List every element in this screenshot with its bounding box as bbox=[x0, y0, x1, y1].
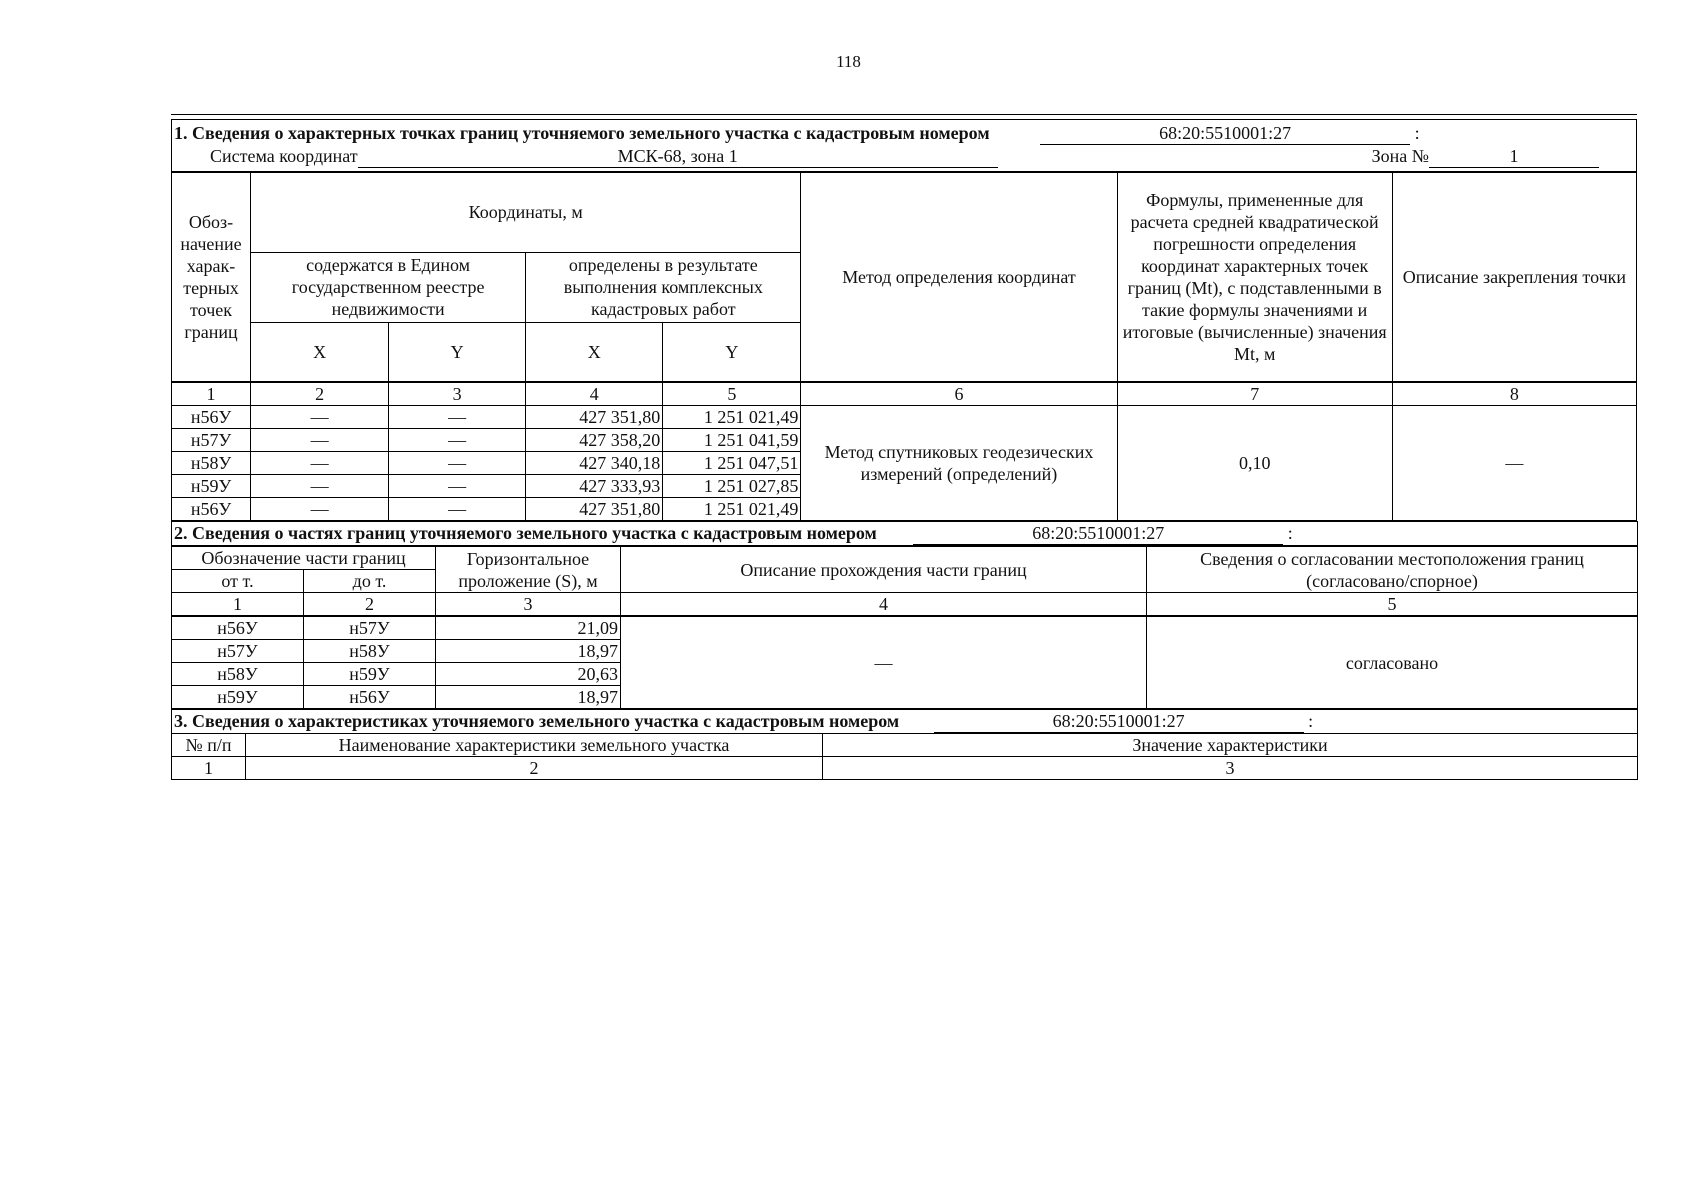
page-number: 118 bbox=[836, 52, 861, 71]
col-number: 3 bbox=[389, 382, 526, 406]
part-from: н57У bbox=[172, 640, 304, 663]
hdr-description: Описание прохождения части границ bbox=[621, 546, 1147, 593]
hdr-y-registry: Y bbox=[389, 322, 526, 382]
section2-title: 2. Сведения о частях границ уточняемого земельного участка с кадастровым номером bbox=[174, 523, 877, 543]
part-length: 21,09 bbox=[436, 616, 621, 640]
col-number: 4 bbox=[526, 382, 663, 406]
col-number: 5 bbox=[1147, 593, 1638, 617]
part-row bbox=[172, 616, 1638, 640]
hdr-coordinates: Координаты, м bbox=[251, 172, 801, 252]
part-length: 18,97 bbox=[436, 686, 621, 709]
point-x: 427 333,93 bbox=[526, 475, 663, 498]
section3-colon: : bbox=[1308, 711, 1314, 731]
part-to: н58У bbox=[304, 640, 436, 663]
hdr-y-works: Y bbox=[663, 322, 801, 382]
point-designation: н56У bbox=[172, 498, 251, 521]
col-number: 1 bbox=[172, 382, 251, 406]
section1-header bbox=[172, 120, 1637, 146]
point-designation: н57У bbox=[172, 429, 251, 452]
section3-table bbox=[171, 709, 1638, 780]
point-y: 1 251 021,49 bbox=[663, 406, 801, 429]
zone-value: 1 bbox=[1429, 145, 1599, 168]
agreement-value: согласовано bbox=[1147, 616, 1638, 709]
section1-cadastral-number: 68:20:5510001:27 bbox=[1040, 122, 1410, 145]
description-value: — bbox=[621, 616, 1147, 709]
part-length: 18,97 bbox=[436, 640, 621, 663]
part-from: н56У bbox=[172, 616, 304, 640]
section1-colon: : bbox=[1414, 123, 1420, 143]
point-y-registry: — bbox=[389, 429, 526, 452]
col-number: 2 bbox=[246, 757, 823, 780]
coord-system-value: МСК-68, зона 1 bbox=[358, 145, 998, 168]
hdr-in-registry: содержатся в Едином государственном реестре недвижимости bbox=[251, 252, 526, 322]
point-x-registry: — bbox=[251, 452, 389, 475]
coord-system-label: Система координат bbox=[210, 146, 358, 166]
part-length: 20,63 bbox=[436, 663, 621, 686]
col-number: 1 bbox=[172, 757, 246, 780]
hdr-value: Значение характеристики bbox=[823, 734, 1638, 757]
col-number: 3 bbox=[823, 757, 1638, 780]
mt-value: 0,10 bbox=[1117, 406, 1392, 521]
hdr-name: Наименование характеристики земельного участка bbox=[246, 734, 823, 757]
col-number: 8 bbox=[1392, 382, 1636, 406]
point-designation: н59У bbox=[172, 475, 251, 498]
point-x-registry: — bbox=[251, 429, 389, 452]
hdr-agreement: Сведения о согласовании местоположения границ (согласовано/спорное) bbox=[1147, 546, 1638, 593]
point-y-registry: — bbox=[389, 498, 526, 521]
section3-header bbox=[172, 710, 1638, 734]
col-number: 4 bbox=[621, 593, 1147, 617]
part-from: н59У bbox=[172, 686, 304, 709]
col-number: 3 bbox=[436, 593, 621, 617]
point-x-registry: — bbox=[251, 475, 389, 498]
hdr-x-registry: X bbox=[251, 322, 389, 382]
zone-label: Зона № bbox=[1371, 146, 1429, 166]
point-x: 427 351,80 bbox=[526, 498, 663, 521]
col-number: 2 bbox=[251, 382, 389, 406]
point-row bbox=[172, 406, 1637, 429]
col-number: 1 bbox=[172, 593, 304, 617]
fixing-value: — bbox=[1392, 406, 1636, 521]
hdr-from-works: определены в результате выполнения комплексных кадастровых работ bbox=[526, 252, 801, 322]
point-y-registry: — bbox=[389, 406, 526, 429]
hdr-designation: Обоз-начение харак-терных точек границ bbox=[172, 172, 251, 382]
point-x: 427 340,18 bbox=[526, 452, 663, 475]
point-designation: н58У bbox=[172, 452, 251, 475]
section2-colon: : bbox=[1287, 523, 1293, 543]
method-value: Метод спутниковых геодезических измерений (определений) bbox=[801, 406, 1117, 521]
point-y-registry: — bbox=[389, 475, 526, 498]
section1-table bbox=[171, 119, 1637, 521]
hdr-fixing: Описание закрепления точки bbox=[1392, 172, 1636, 382]
hdr-x-works: X bbox=[526, 322, 663, 382]
point-y: 1 251 047,51 bbox=[663, 452, 801, 475]
point-y-registry: — bbox=[389, 452, 526, 475]
hdr-to: до т. bbox=[304, 570, 436, 593]
hdr-method: Метод определения координат bbox=[801, 172, 1117, 382]
section2-cadastral-number: 68:20:5510001:27 bbox=[913, 522, 1283, 545]
point-x: 427 351,80 bbox=[526, 406, 663, 429]
hdr-number: № п/п bbox=[172, 734, 246, 757]
hdr-horizontal: Горизонтальное проложение (S), м bbox=[436, 546, 621, 593]
section3-title: 3. Сведения о характеристиках уточняемого земельного участка с кадастровым номером bbox=[174, 711, 900, 731]
point-y: 1 251 021,49 bbox=[663, 498, 801, 521]
part-to: н56У bbox=[304, 686, 436, 709]
hdr-formulas: Формулы, примененные для расчета средней квадратической погрешности определения координат характерных точек границ (Mt), с подставленными в такие формулы значениями и итоговые (вычисленные) значения Mt, м bbox=[1117, 172, 1392, 382]
hdr-part-designation: Обозначение части границ bbox=[172, 546, 436, 570]
point-y: 1 251 027,85 bbox=[663, 475, 801, 498]
point-designation: н56У bbox=[172, 406, 251, 429]
point-x-registry: — bbox=[251, 406, 389, 429]
cadastral-document bbox=[171, 114, 1637, 780]
part-to: н59У bbox=[304, 663, 436, 686]
section3-cadastral-number: 68:20:5510001:27 bbox=[934, 710, 1304, 733]
col-number: 7 bbox=[1117, 382, 1392, 406]
hdr-from: от т. bbox=[172, 570, 304, 593]
col-number: 5 bbox=[663, 382, 801, 406]
point-y: 1 251 041,59 bbox=[663, 429, 801, 452]
section1-title: 1. Сведения о характерных точках границ уточняемого земельного участка с кадастровым номером bbox=[174, 123, 990, 143]
col-number: 2 bbox=[304, 593, 436, 617]
coord-system-row bbox=[172, 145, 1637, 172]
col-number: 6 bbox=[801, 382, 1117, 406]
part-from: н58У bbox=[172, 663, 304, 686]
point-x-registry: — bbox=[251, 498, 389, 521]
point-x: 427 358,20 bbox=[526, 429, 663, 452]
section2-header bbox=[172, 522, 1638, 547]
part-to: н57У bbox=[304, 616, 436, 640]
section2-table bbox=[171, 521, 1638, 709]
